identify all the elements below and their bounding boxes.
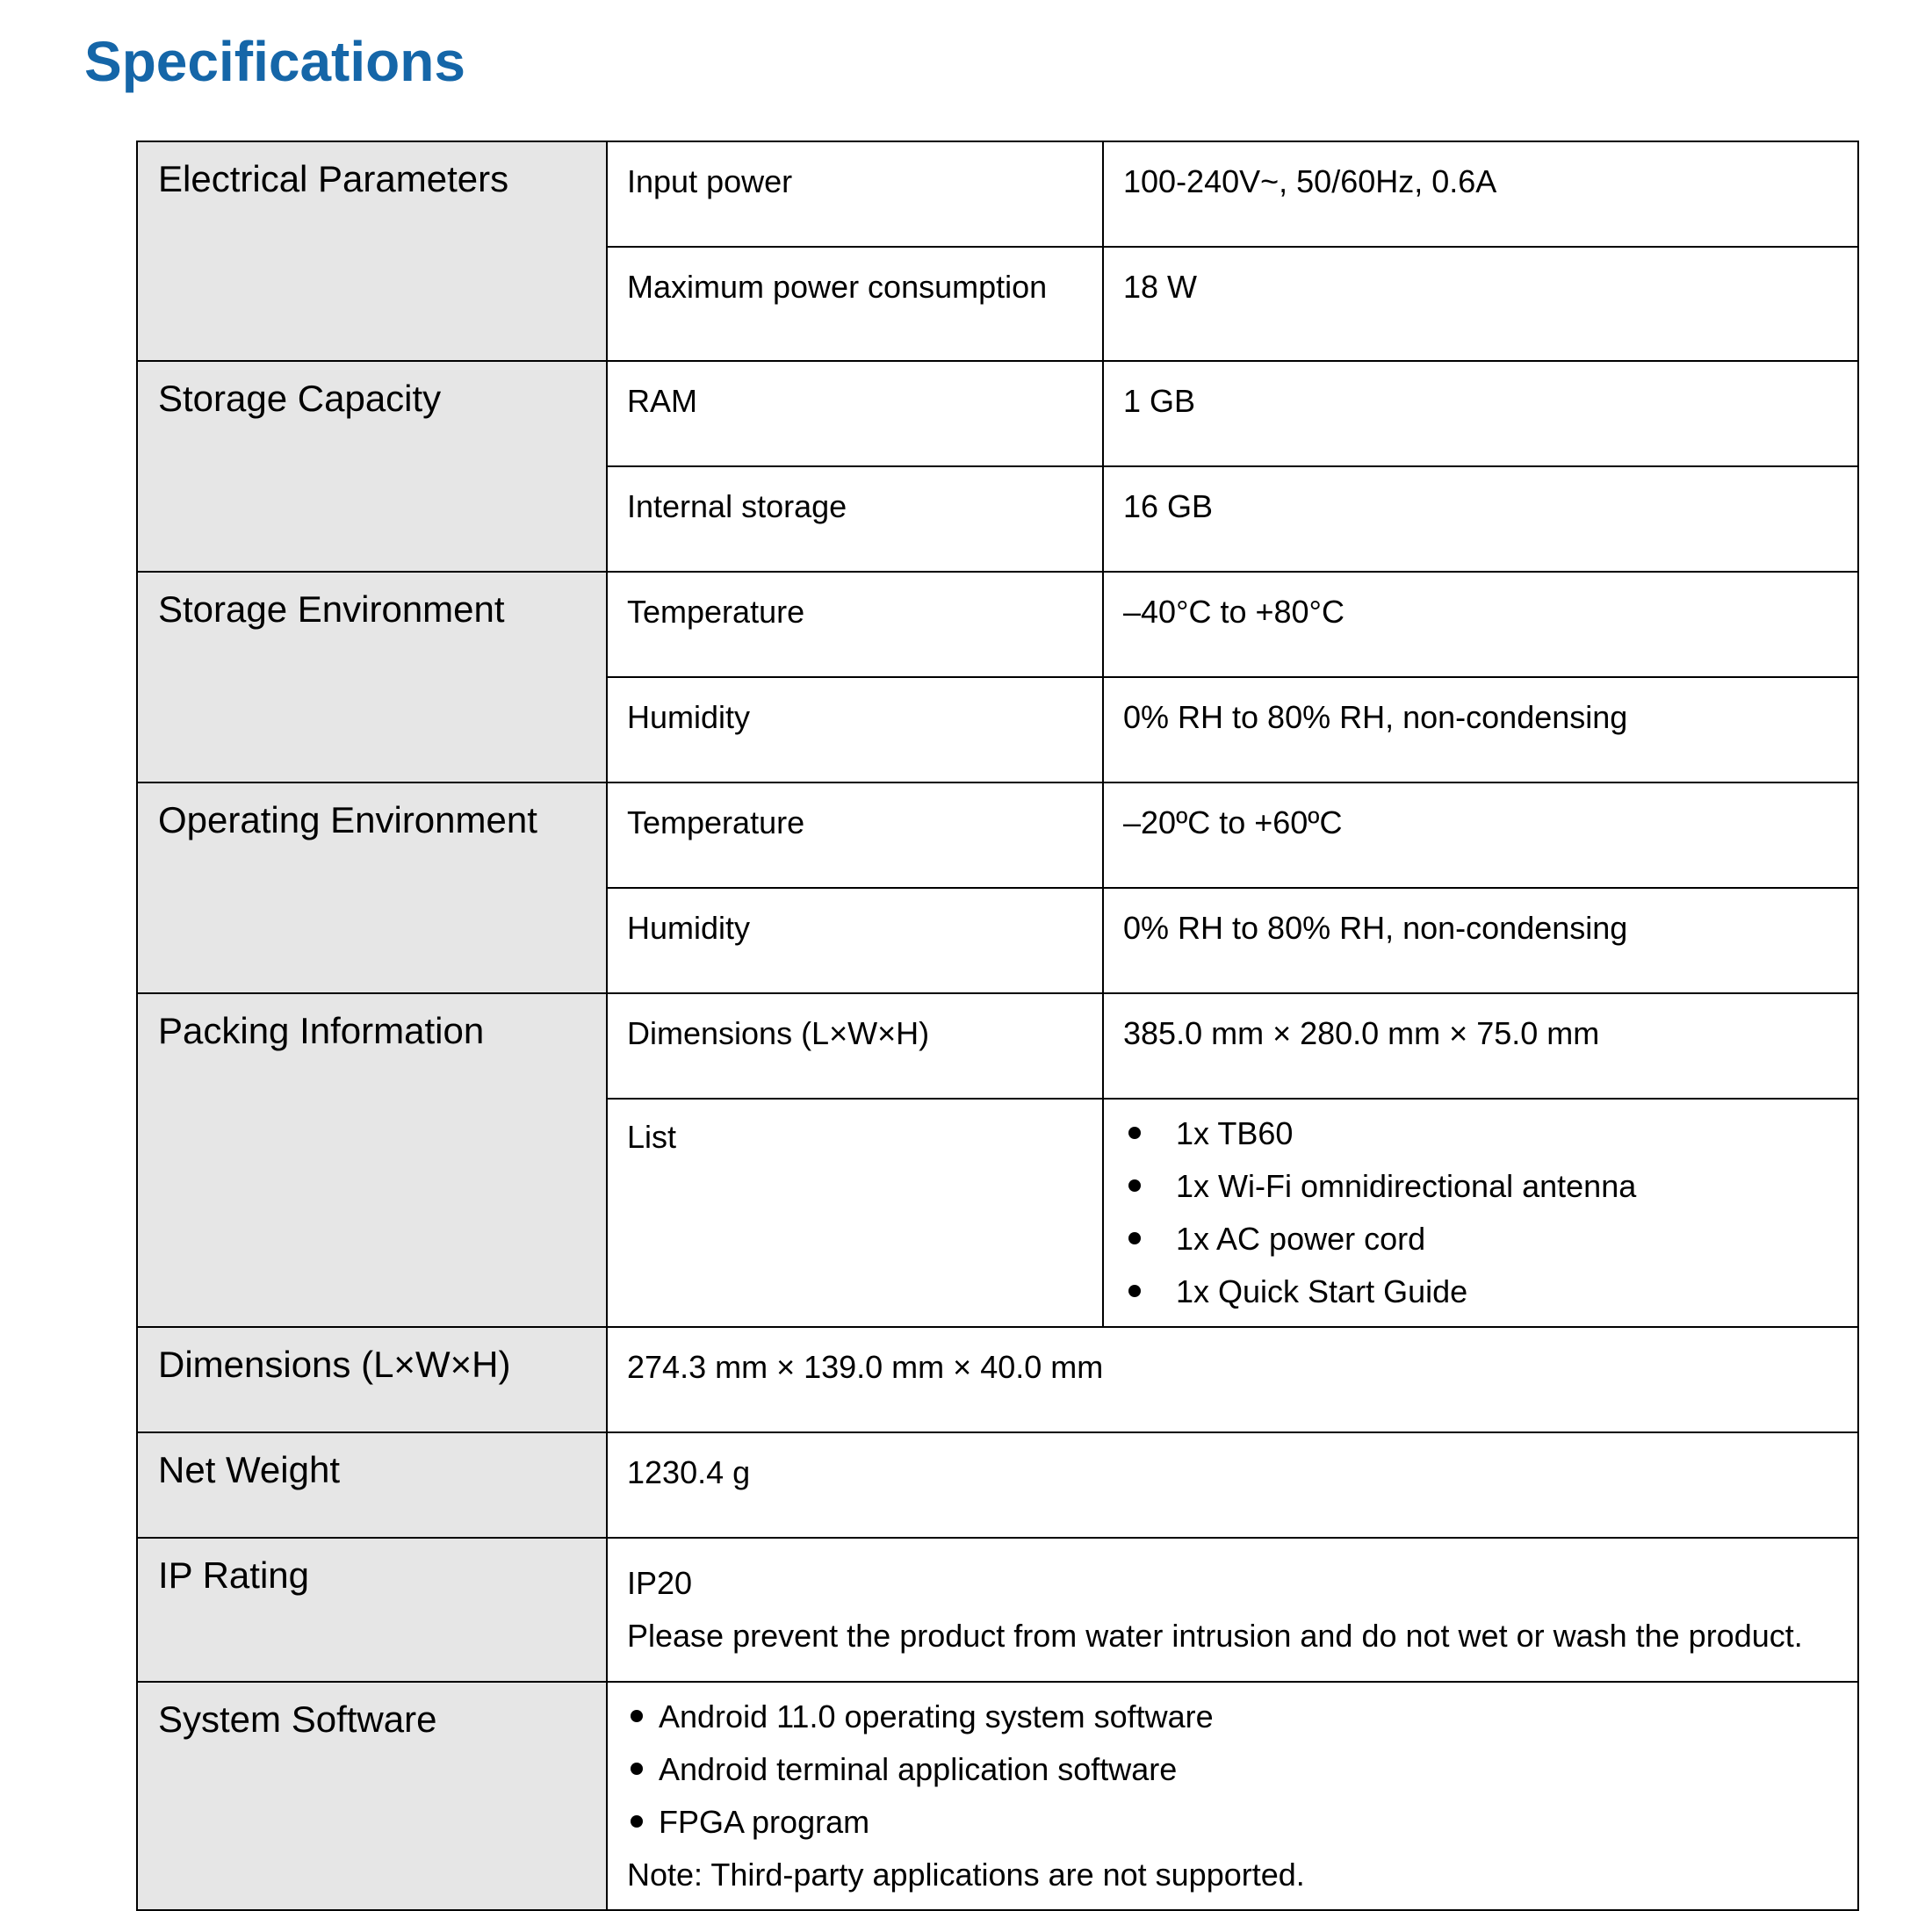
- value-packing-dimensions: 385.0 mm × 280.0 mm × 75.0 mm: [1103, 993, 1858, 1099]
- bullet-icon: [1128, 1285, 1141, 1297]
- list-item: 1x TB60: [1123, 1115, 1838, 1168]
- value-ram: 1 GB: [1103, 361, 1858, 466]
- bullet-icon: [631, 1710, 643, 1722]
- value-packing-list: [1103, 1099, 1858, 1327]
- table-row: [137, 361, 1858, 466]
- table-row: [137, 1682, 1858, 1910]
- bullet-icon: [631, 1763, 643, 1775]
- list-item: Android terminal application software: [627, 1751, 1838, 1804]
- param-storage-temperature: Temperature: [607, 572, 1103, 677]
- param-max-power: Maximum power consumption: [607, 247, 1103, 361]
- category-system-software: System Software: [137, 1682, 607, 1910]
- value-operating-humidity: 0% RH to 80% RH, non-condensing: [1103, 888, 1858, 993]
- value-internal-storage: 16 GB: [1103, 466, 1858, 572]
- category-operating-environment: Operating Environment: [137, 782, 607, 993]
- category-storage-capacity: Storage Capacity: [137, 361, 607, 572]
- category-net-weight: Net Weight: [137, 1432, 607, 1538]
- software-note: Note: Third-party applications are not supported.: [627, 1857, 1305, 1893]
- param-packing-list: List: [607, 1099, 1103, 1327]
- param-input-power: Input power: [607, 141, 1103, 247]
- ip-rating-value: IP20: [627, 1565, 693, 1601]
- bullet-icon: [1128, 1179, 1141, 1192]
- category-packing-information: Packing Information: [137, 993, 607, 1327]
- category-storage-environment: Storage Environment: [137, 572, 607, 782]
- value-storage-temperature: –40°C to +80°C: [1103, 572, 1858, 677]
- value-dimensions: 274.3 mm × 139.0 mm × 40.0 mm: [607, 1327, 1858, 1432]
- param-packing-dimensions: Dimensions (L×W×H): [607, 993, 1103, 1099]
- table-row: [137, 1538, 1858, 1682]
- value-ip-rating: [607, 1538, 1858, 1682]
- param-internal-storage: Internal storage: [607, 466, 1103, 572]
- category-dimensions: Dimensions (L×W×H): [137, 1327, 607, 1432]
- page-title: Specifications: [84, 30, 465, 93]
- value-operating-temperature: –20ºC to +60ºC: [1103, 782, 1858, 888]
- param-storage-humidity: Humidity: [607, 677, 1103, 782]
- value-storage-humidity: 0% RH to 80% RH, non-condensing: [1103, 677, 1858, 782]
- ip-rating-note: Please prevent the product from water intrusion and do not wet or wash the product.: [627, 1618, 1803, 1654]
- value-input-power: 100-240V~, 50/60Hz, 0.6A: [1103, 141, 1858, 247]
- table-row: [137, 141, 1858, 247]
- list-item: 1x Quick Start Guide: [1123, 1273, 1838, 1326]
- software-list: [627, 1698, 1838, 1857]
- list-item: Android 11.0 operating system software: [627, 1698, 1838, 1751]
- bullet-icon: [631, 1815, 643, 1828]
- list-item: 1x Wi-Fi omnidirectional antenna: [1123, 1168, 1838, 1221]
- table-row: [137, 572, 1858, 677]
- table-row: [137, 782, 1858, 888]
- value-system-software: [607, 1682, 1858, 1910]
- param-operating-humidity: Humidity: [607, 888, 1103, 993]
- bullet-icon: [1128, 1127, 1141, 1139]
- param-operating-temperature: Temperature: [607, 782, 1103, 888]
- list-item: 1x AC power cord: [1123, 1221, 1838, 1273]
- param-ram: RAM: [607, 361, 1103, 466]
- specifications-table: [136, 141, 1859, 1911]
- table-row: [137, 993, 1858, 1099]
- table-row: [137, 1432, 1858, 1538]
- table-row: [137, 1327, 1858, 1432]
- category-electrical-parameters: Electrical Parameters: [137, 141, 607, 361]
- value-net-weight: 1230.4 g: [607, 1432, 1858, 1538]
- list-item: FPGA program: [627, 1804, 1838, 1857]
- value-max-power: 18 W: [1103, 247, 1858, 361]
- bullet-icon: [1128, 1232, 1141, 1244]
- packing-list: [1123, 1115, 1838, 1326]
- category-ip-rating: IP Rating: [137, 1538, 607, 1682]
